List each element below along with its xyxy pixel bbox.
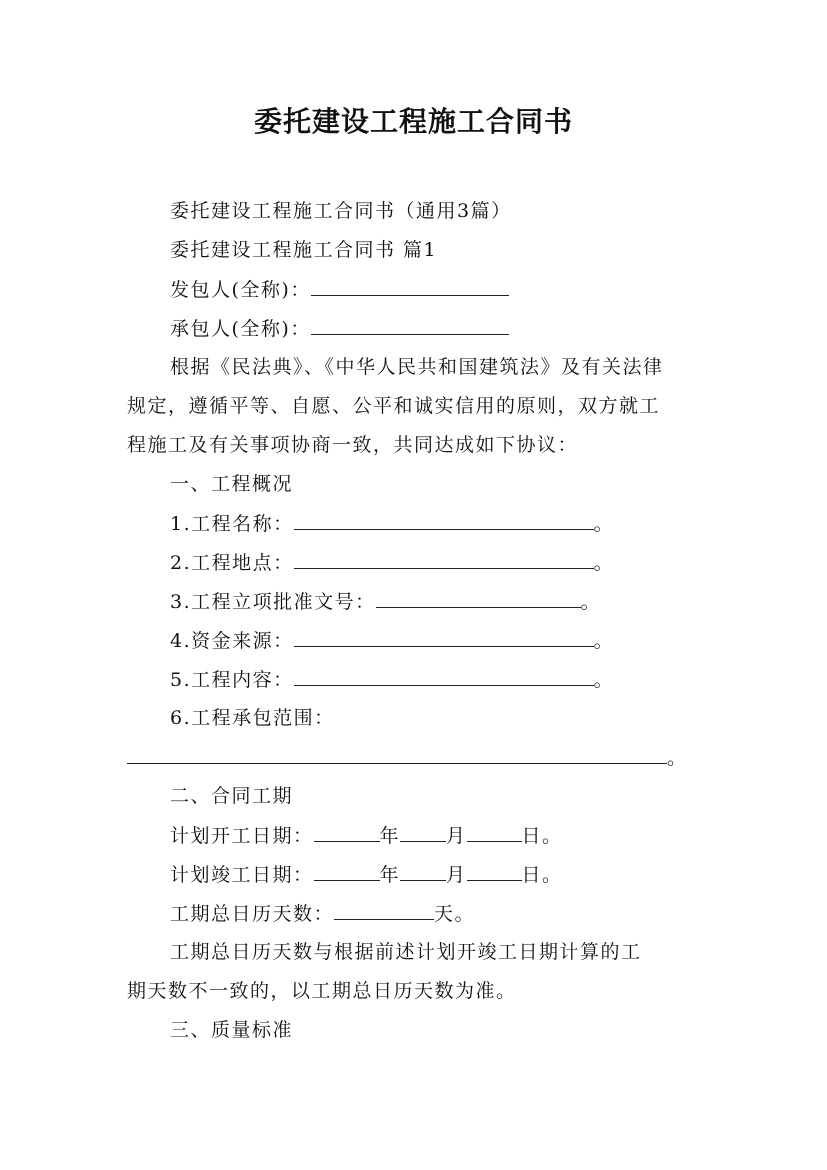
- day-label: 日。: [521, 825, 563, 847]
- planned-end-label: 计划竣工日期：: [170, 864, 314, 886]
- contract-scope-line: 6.工程承包范围：: [170, 707, 335, 729]
- total-days-blank: [334, 901, 434, 920]
- project-content-label: 5.工程内容：: [170, 669, 294, 691]
- end-mark: 。: [593, 513, 615, 535]
- project-location-line: [170, 550, 614, 575]
- subtitle: 委托建设工程施工合同书（通用3篇）: [170, 200, 512, 222]
- approval-number-line: [170, 589, 601, 614]
- funding-source-line: [170, 628, 614, 653]
- section3-heading: 三、质量标准: [170, 1019, 294, 1041]
- year-label: 年: [379, 825, 401, 847]
- party-a-label: 发包人(全称)：: [170, 279, 311, 301]
- funding-source-label: 4.资金来源：: [170, 630, 294, 652]
- document-title: 委托建设工程施工合同书: [253, 105, 573, 138]
- party-b-label: 承包人(全称)：: [170, 318, 311, 340]
- party-a-blank: [311, 277, 509, 296]
- contract-scope-blank-line: [127, 745, 688, 770]
- project-name-blank: [294, 511, 594, 530]
- party-b-line: [170, 316, 509, 341]
- basis-line-2: 规定，遵循平等、自愿、公平和诚实信用的原则，双方就工: [127, 395, 661, 417]
- approval-number-blank: [376, 589, 581, 608]
- end-year-blank: [314, 862, 380, 881]
- project-location-blank: [294, 550, 594, 569]
- planned-end-line: [170, 862, 563, 887]
- end-mark: 。: [593, 669, 615, 691]
- basis-line-3: 程施工及有关事项协商一致，共同达成如下协议：: [127, 434, 579, 456]
- section2-heading: 二、合同工期: [170, 785, 294, 807]
- end-mark: 。: [593, 630, 615, 652]
- start-month-blank: [400, 823, 446, 842]
- month-label: 月: [446, 825, 467, 847]
- project-name-line: [170, 511, 614, 536]
- basis-line-1: 根据《民法典》、《中华人民共和国建筑法》及有关法律: [170, 356, 664, 378]
- contract-scope-blank: [127, 745, 667, 764]
- end-mark: 。: [580, 591, 602, 613]
- total-days-line: [170, 901, 475, 926]
- planned-start-label: 计划开工日期：: [170, 825, 314, 847]
- year-label: 年: [379, 864, 401, 886]
- project-content-blank: [294, 667, 594, 686]
- approval-number-label: 3.工程立项批准文号：: [170, 591, 376, 613]
- start-year-blank: [314, 823, 380, 842]
- month-label: 月: [446, 864, 467, 886]
- duration-note-line-2: 期天数不一致的，以工期总日历天数为准。: [127, 980, 517, 1002]
- end-mark: 。: [593, 552, 615, 574]
- end-mark: 。: [667, 747, 688, 769]
- funding-source-blank: [294, 628, 594, 647]
- project-content-line: [170, 667, 614, 692]
- project-location-label: 2.工程地点：: [170, 552, 294, 574]
- duration-note-line-1: 工期总日历天数与根据前述计划开竣工日期计算的工: [170, 941, 642, 963]
- day-label: 日。: [521, 864, 563, 886]
- total-days-unit: 天。: [434, 903, 476, 925]
- end-day-blank: [467, 862, 522, 881]
- party-b-blank: [311, 316, 509, 335]
- party-a-line: [170, 277, 509, 302]
- part-heading: 委托建设工程施工合同书 篇1: [170, 239, 438, 261]
- start-day-blank: [467, 823, 522, 842]
- total-days-label: 工期总日历天数：: [170, 903, 335, 925]
- project-name-label: 1.工程名称：: [170, 513, 294, 535]
- end-month-blank: [400, 862, 446, 881]
- section1-heading: 一、工程概况: [170, 473, 294, 495]
- planned-start-line: [170, 823, 563, 848]
